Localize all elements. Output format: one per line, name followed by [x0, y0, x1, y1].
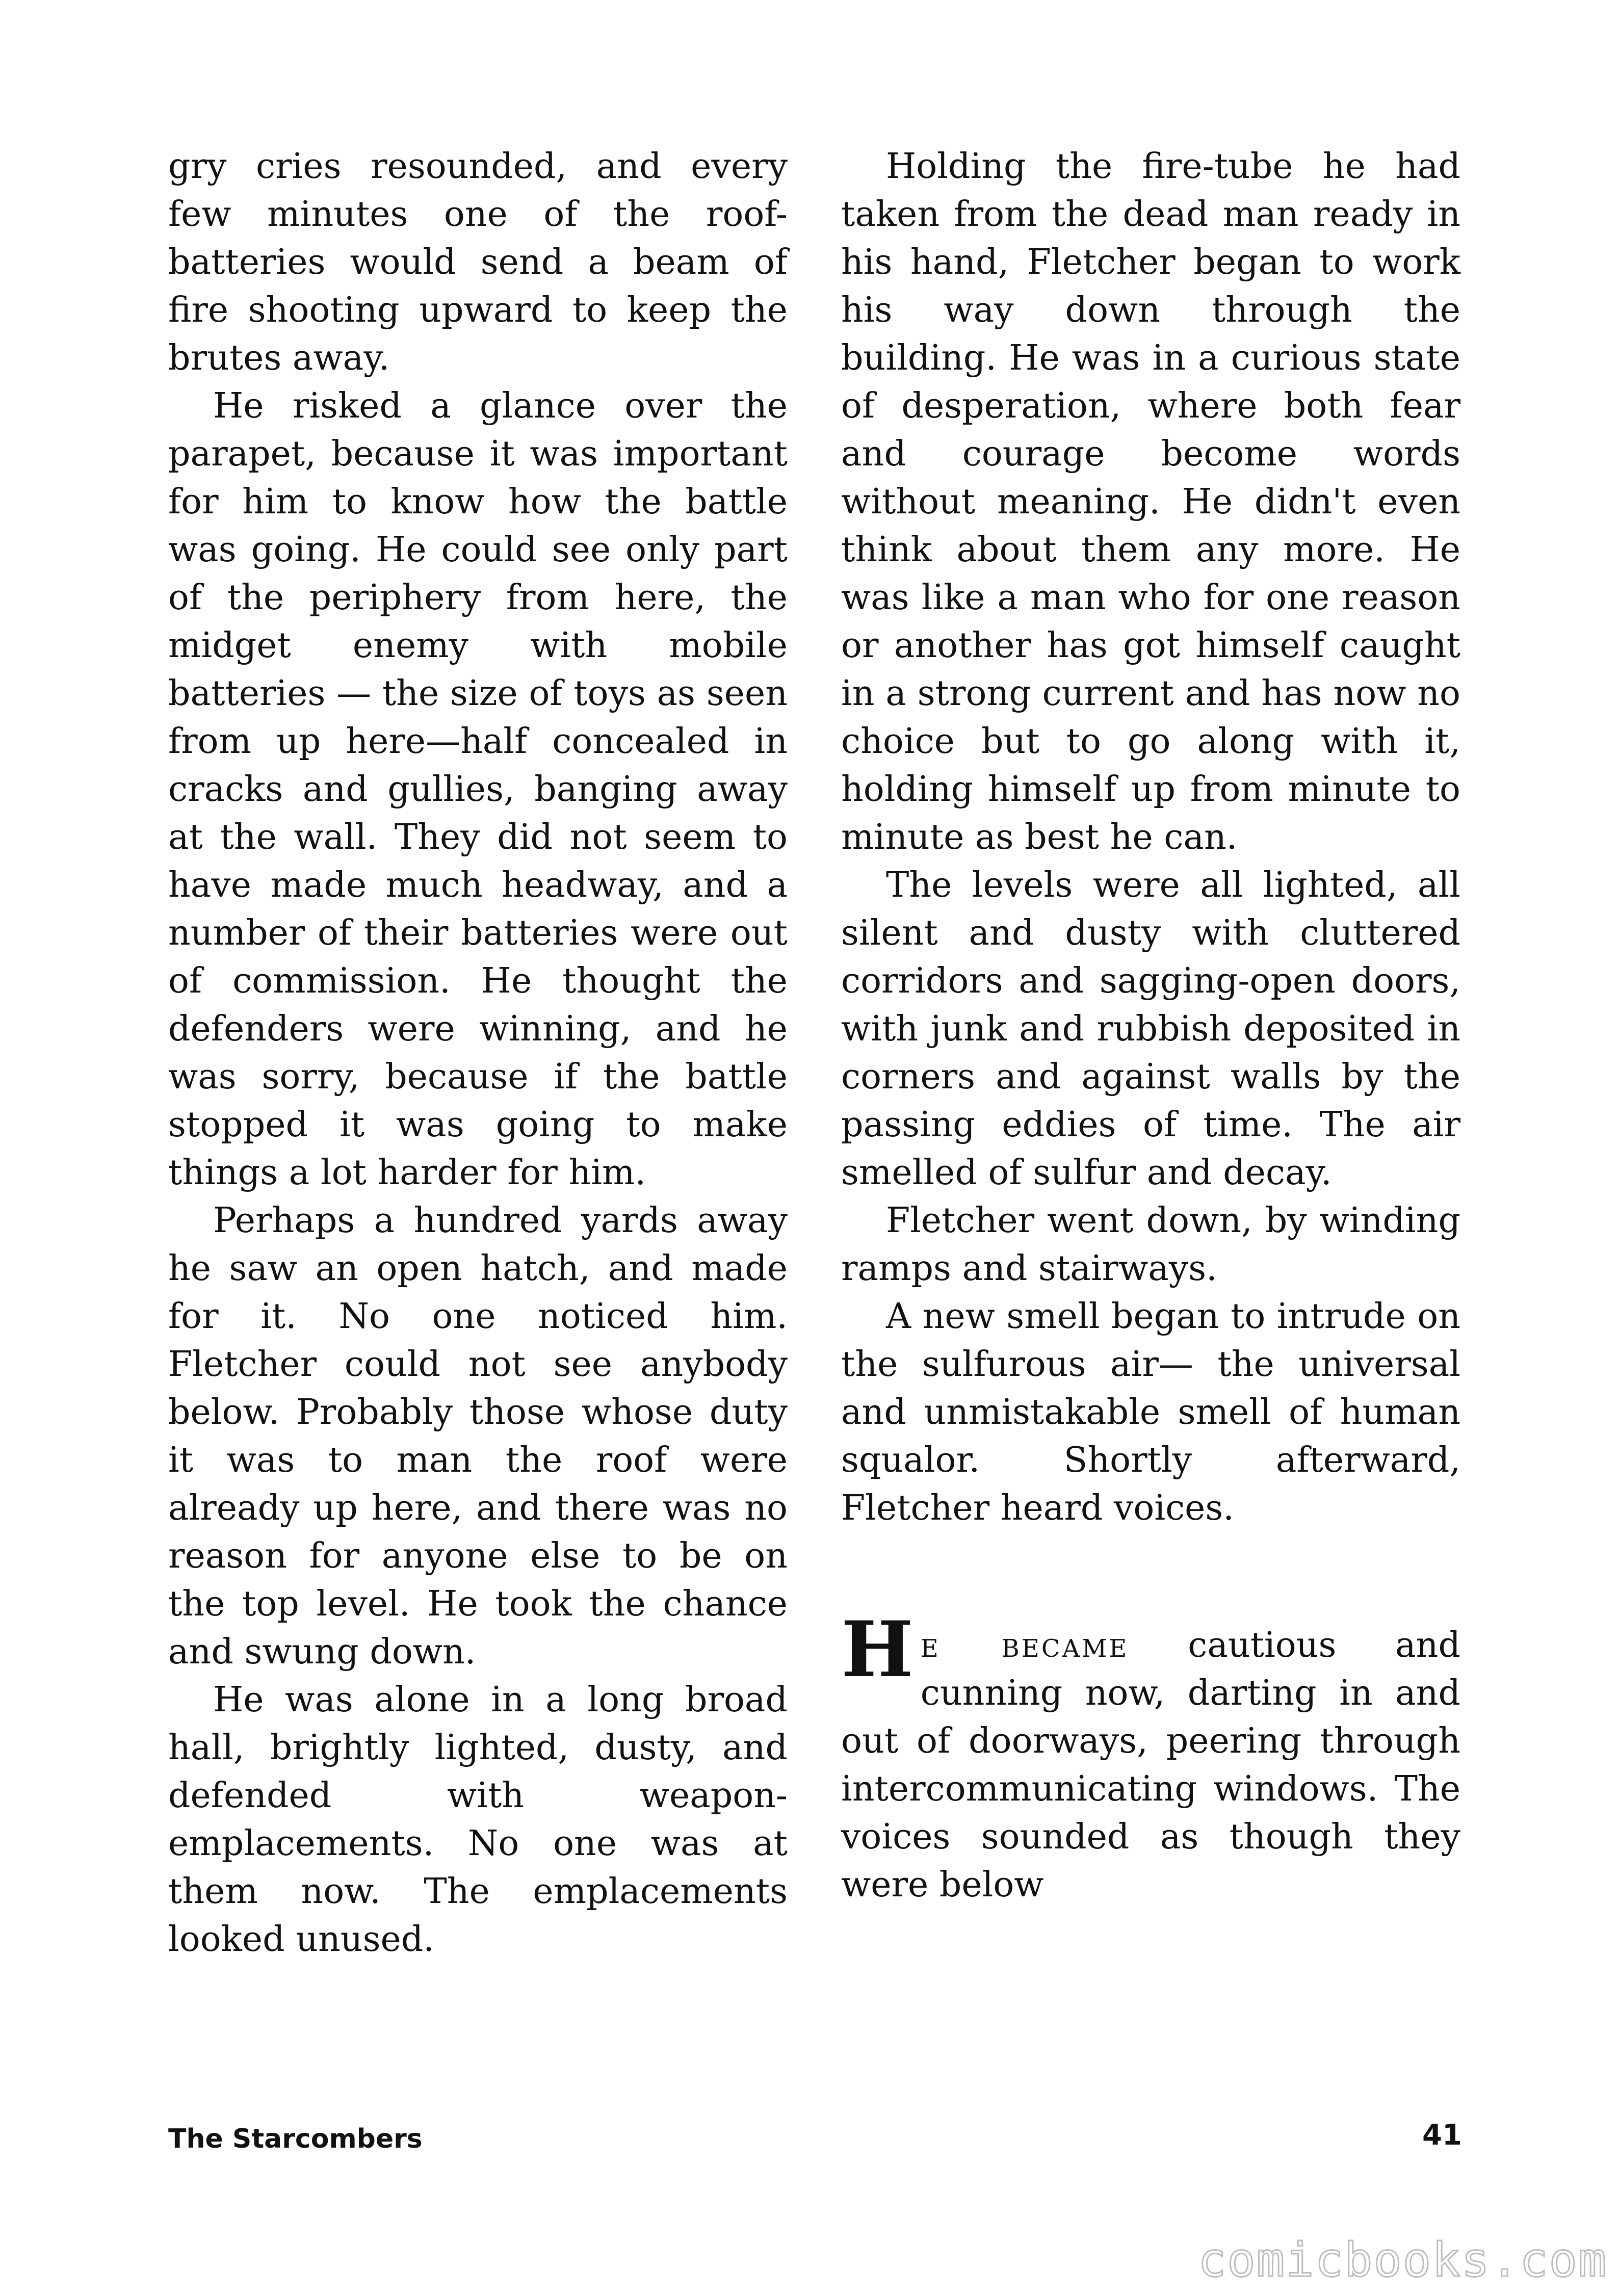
paragraph: Fletcher went down, by winding ramps and stairways.	[841, 1201, 1460, 1289]
section-opening-paragraph	[841, 1605, 1460, 1909]
watermark: comicbooks.com	[1198, 2233, 1608, 2287]
section-text: cautious and cunning now, darting in and out of doorways, peering through intercommunicating windows. The voices sounded as though they were below	[841, 1625, 1460, 1905]
left-column	[168, 143, 788, 1964]
paragraph: The levels were all lighted, all silent and dusty with cluttered corridors and sagging-open doors, with junk and rubbish deposited in corners and against walls by the passing eddies of time. The air smelled of sulfur and decay.	[841, 865, 1460, 1193]
paragraph: He risked a glance over the parapet, because it was important for him to know how the battle was going. He could see only part of the periphery from here, the midget enemy with mobile batteries — the size of toys as seen from up here—half concealed in cracks and gullies, banging away at the wall. They did not seem to have made much headway, and a number of their batteries were out of commission. He thought the defenders were winning, and he was sorry, because if the battle stopped it was going to make things a lot harder for him.	[168, 386, 788, 1193]
paragraph: He was alone in a long broad hall, brightly lighted, dusty, and defended with weapon-emplacements. No one was at them now. The emplacements looked unused.	[168, 1680, 788, 1960]
paragraph: A new smell began to intrude on the sulfurous air— the universal and unmistakable smell of human squalor. Shortly afterward, Fletcher heard voices.	[841, 1296, 1460, 1528]
running-title: The Starcombers	[168, 2124, 423, 2154]
page-number: 41	[1422, 2119, 1462, 2152]
paragraph: Perhaps a hundred yards away he saw an open hatch, and made for it. No one noticed him. Fletcher could not see anybody below. Probably those whose duty it was to man the roof were already up here, and there was no reason for anyone else to be on the top level. He took the chance and swung down.	[168, 1201, 788, 1672]
paragraph: gry cries resounded, and every few minutes one of the roof-batteries would send a beam of fire shooting upward to keep the brutes away.	[168, 146, 788, 378]
right-column	[841, 143, 1460, 1909]
paragraph: Holding the fire-tube he had taken from the dead man ready in his hand, Fletcher began to work his way down through the building. He was in a curious state of desperation, where both fear and courage become words without meaning. He didn't even think about them any more. He was like a man who for one reason or another has got himself caught in a strong current and has now no choice but to go along with it, holding himself up from minute to minute as best he can.	[841, 146, 1460, 857]
drop-cap: H	[841, 1605, 910, 1694]
section-break	[841, 1532, 1460, 1622]
lead-in-smallcaps: e became	[920, 1625, 1129, 1665]
